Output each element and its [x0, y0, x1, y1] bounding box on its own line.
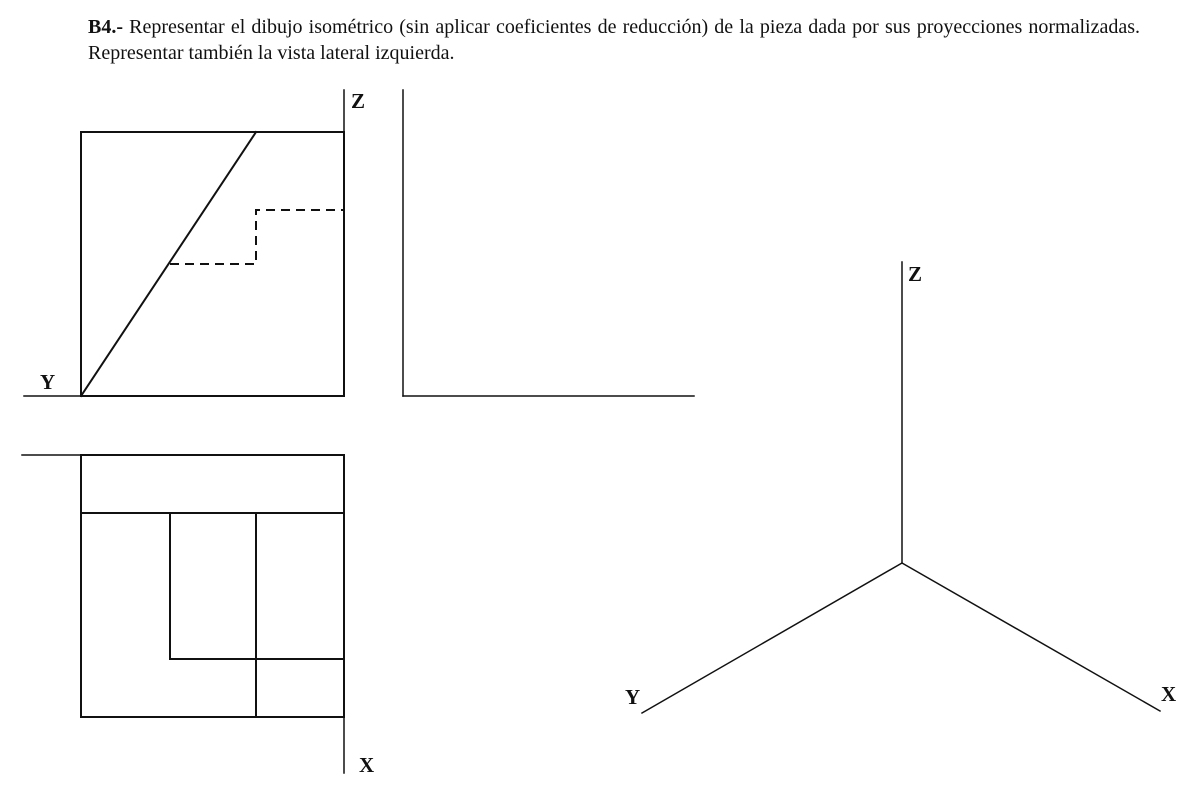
iso-z-label: Z	[908, 262, 923, 286]
iso-x-axis	[902, 563, 1160, 711]
iso-x-label: X	[1161, 682, 1177, 706]
iso-y-axis	[642, 563, 902, 713]
iso-y-label: Y	[625, 685, 641, 709]
top-view	[22, 455, 344, 773]
front-view-outline	[81, 132, 344, 396]
top-view-outline	[81, 455, 344, 717]
problem-code: B4.-	[88, 16, 123, 38]
problem-text: Representar el dibujo isométrico (sin aplicar coeficientes de reducción) de la pieza dada por sus proyecciones normalizadas. Representar también la vista lateral izquierda.	[88, 16, 1140, 64]
front-view-diagonal-edge	[81, 132, 256, 396]
front-view	[81, 132, 344, 396]
isometric-axes	[642, 262, 1160, 713]
top-view-x-label: X	[359, 753, 375, 777]
left-side-view-area	[403, 90, 694, 396]
front-view-y-label: Y	[40, 370, 56, 394]
front-view-z-label: Z	[351, 89, 366, 113]
front-view-hidden-edge	[170, 210, 344, 264]
